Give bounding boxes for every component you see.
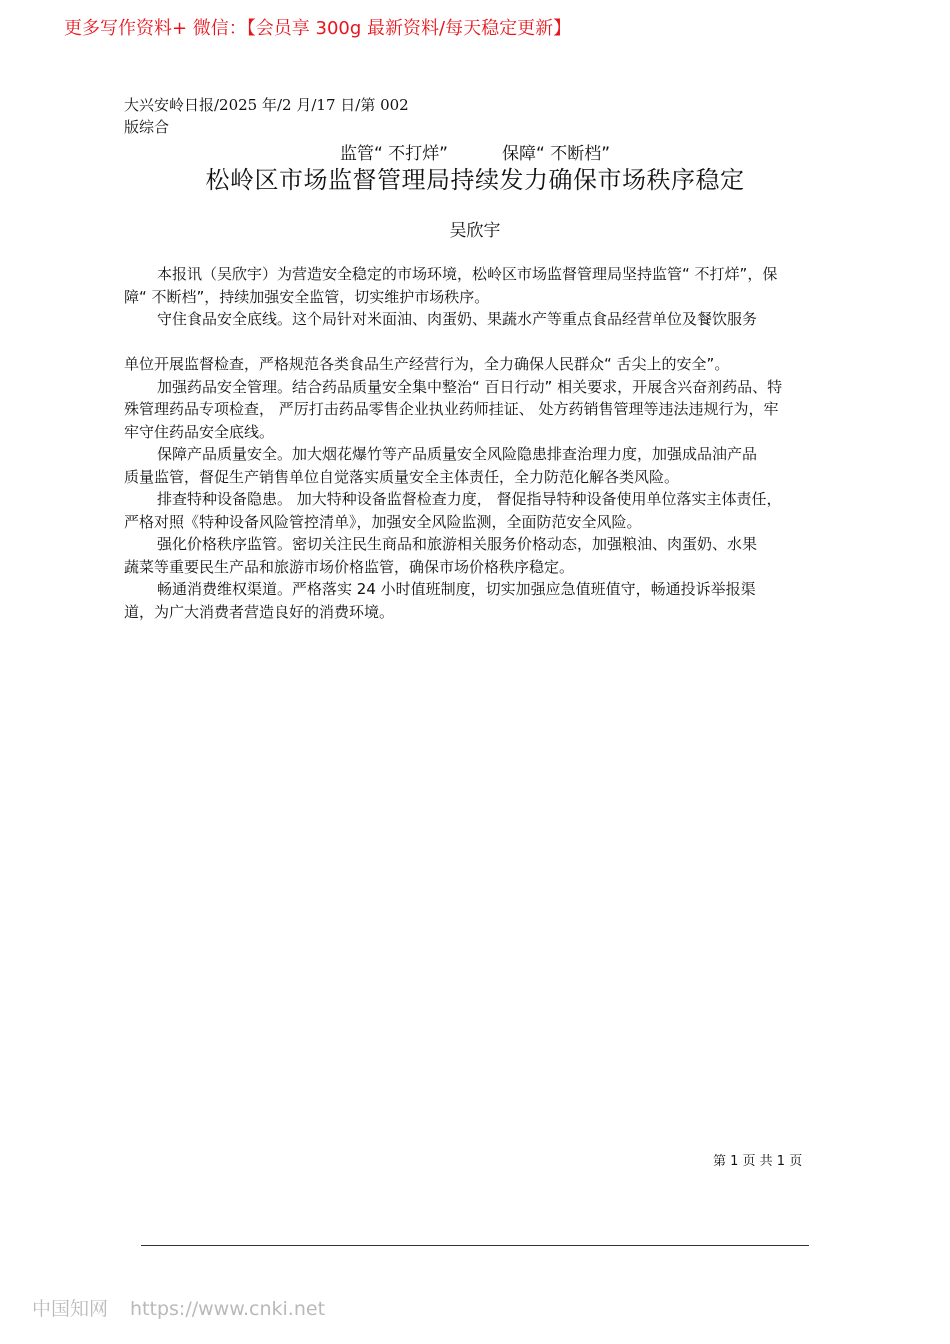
page-number: 第 1 页 共 1 页 [713,1154,803,1169]
paragraph-line: 单位开展监督检查，严格规范各类食品生产经营行为，全力确保人民群众“ 舌尖上的安全”。 [124,355,730,373]
promo-banner: 更多写作资料+ 微信：【会员享 300g 最新资料/每天稳定更新】 [64,18,572,39]
watermark-name: 中国知网 [32,1298,109,1320]
paragraph-line: 蔬菜等重要民生产品和旅游市场价格监管，确保市场价格秩序稳定。 [124,557,575,576]
article-title: 松岭区市场监督管理局持续发力确保市场秩序稳定 [205,166,745,194]
paragraph-line: 守住食品安全底线。这个局针对米面油、肉蛋奶、果蔬水产等重点食品经营单位及餐饮服务 [157,310,758,328]
article-author: 吴欣宇 [449,221,501,241]
paragraph-line: 保障产品质量安全。加大烟花爆竹等产品质量安全风险隐患排查治理力度，加强成品油产品 [157,445,758,463]
paragraph-line: 殊管理药品专项检查， 严厉打击药品零售企业执业药师挂证、 处方药销售管理等违法违规行为，牢 [124,400,779,418]
source-line: 大兴安岭日报/2025 年/2 月/17 日/第 002 [124,96,409,114]
paragraph-line: 质量监管，督促生产销售单位自觉落实质量安全主体责任，全力防范化解各类风险。 [124,467,680,486]
watermark-url: https://www.cnki.net [130,1298,326,1320]
paragraph-line: 严格对照《特种设备风险管控清单》，加强安全风险监测，全面防范安全风险。 [124,512,642,531]
paragraph-line: 畅通消费维权渠道。严格落实 24 小时值班制度，切实加强应急值班值守，畅通投诉举报渠 [157,580,756,598]
paragraph-line: 道，为广大消费者营造良好的消费环境。 [124,602,395,621]
paragraph-line: 牢守住药品安全底线。 [124,422,275,441]
paragraph-line: 加强药品安全管理。结合药品质量安全集中整治“ 百日行动” 相关要求，开展含兴奋剂药品、特 [157,377,783,396]
paragraph-line: 障“ 不断档”，持续加强安全监管，切实维护市场秩序。 [124,287,490,306]
cnki-watermark [32,1294,347,1321]
paragraph-line: 本报讯（吴欣宇）为营造安全稳定的市场环境，松岭区市场监督管理局坚持监管“ 不打烊”，保 [157,265,778,283]
source-section: 版综合 [124,118,170,136]
article-subtitle: 监管“ 不打烊” 保障“ 不断档” [339,144,611,164]
paragraph-line: 排查特种设备隐患。 加大特种设备监督检查力度， 督促指导特种设备使用单位落实主体责任， [157,490,782,508]
paragraph-line: 强化价格秩序监管。密切关注民生商品和旅游相关服务价格动态，加强粮油、肉蛋奶、水果 [157,535,758,553]
footer-divider [141,1245,809,1246]
article-body [124,263,836,623]
